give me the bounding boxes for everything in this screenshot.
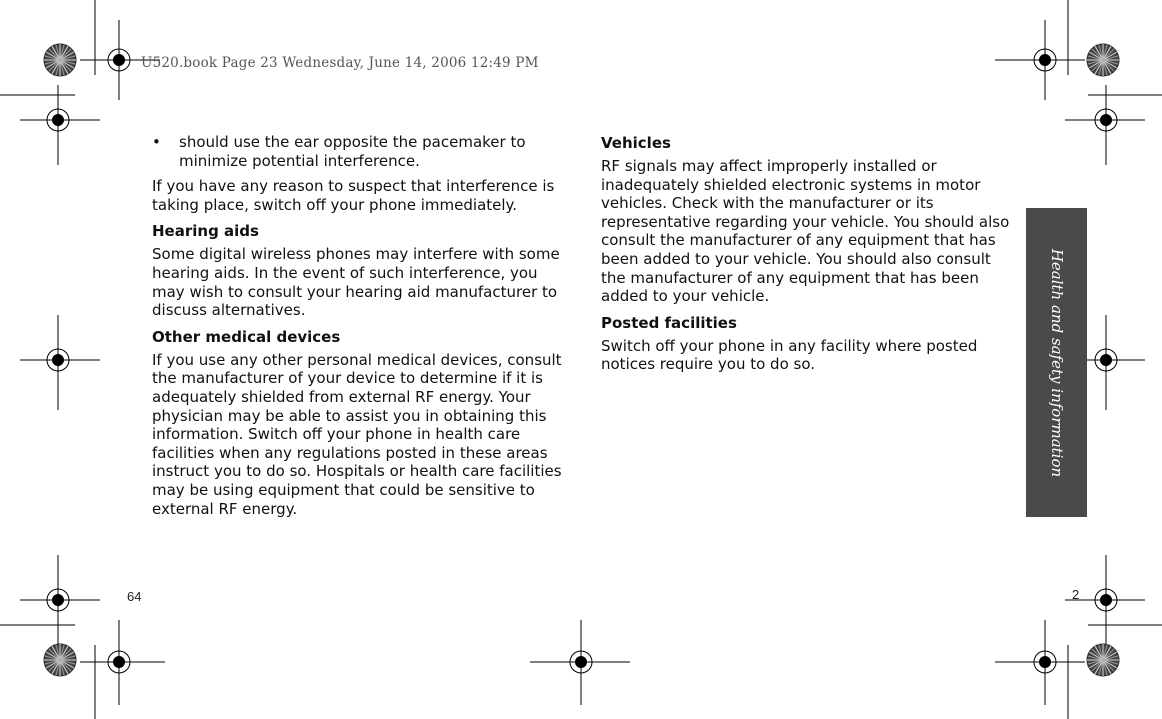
section-text-hearing-aids: Some digital wireless phones may interfere with some hearing aids. In the event of such interference, you may wish to consult your hearing aid manufacturer to discuss alternatives. xyxy=(152,245,560,320)
starburst-mark-icon xyxy=(44,44,76,76)
starburst-mark-icon xyxy=(44,644,76,676)
bullet-text: should use the ear opposite the pacemaker to minimize potential interference. xyxy=(179,133,526,170)
list-item xyxy=(152,133,562,170)
page-number-right: 2 xyxy=(1072,587,1080,602)
section-heading-vehicles: Vehicles xyxy=(601,134,671,152)
section-text-vehicles: RF signals may affect improperly installed or inadequately shielded electronic systems in motor vehicles. Check with the manufacturer or its representative regarding your vehicle. You should also consult the manufacturer of any equipment that has been added to your vehicle. You should also consult the manufacturer of any equipment that has been added to your vehicle. xyxy=(601,157,1010,306)
chapter-side-tab xyxy=(1026,208,1087,517)
section-heading-other-medical-devices: Other medical devices xyxy=(152,327,341,346)
section-heading-posted-facilities: Posted facilities xyxy=(601,313,737,332)
right-column xyxy=(601,133,1011,381)
starburst-mark-icon xyxy=(1087,644,1119,676)
bullet-symbol: • xyxy=(152,133,161,151)
paragraph: If you have any reason to suspect that interference is taking place, switch off your phone immediately. xyxy=(152,177,555,214)
left-column xyxy=(152,133,562,525)
header-file-info: U520.book Page 23 Wednesday, June 14, 2006 12:49 PM xyxy=(141,55,539,71)
section-text-posted-facilities: Switch off your phone in any facility where posted notices require you to do so. xyxy=(601,336,978,374)
section-heading-hearing-aids: Hearing aids xyxy=(152,222,259,241)
section-text-other-medical-devices: If you use any other personal medical devices, consult the manufacturer of your device to determine if it is adequately shielded from external RF energy. Your physician may be able to assist you in obtaining this information. Switch off your phone in health care facilities when any regulations posted in these areas instruct you to do so. Hospitals or health care facilities may be using equipment that could be sensitive to external RF energy. xyxy=(152,350,562,518)
chapter-side-tab-label: Health and safety information xyxy=(1047,248,1066,477)
page-number-left: 64 xyxy=(127,589,142,604)
starburst-mark-icon xyxy=(1087,44,1119,76)
